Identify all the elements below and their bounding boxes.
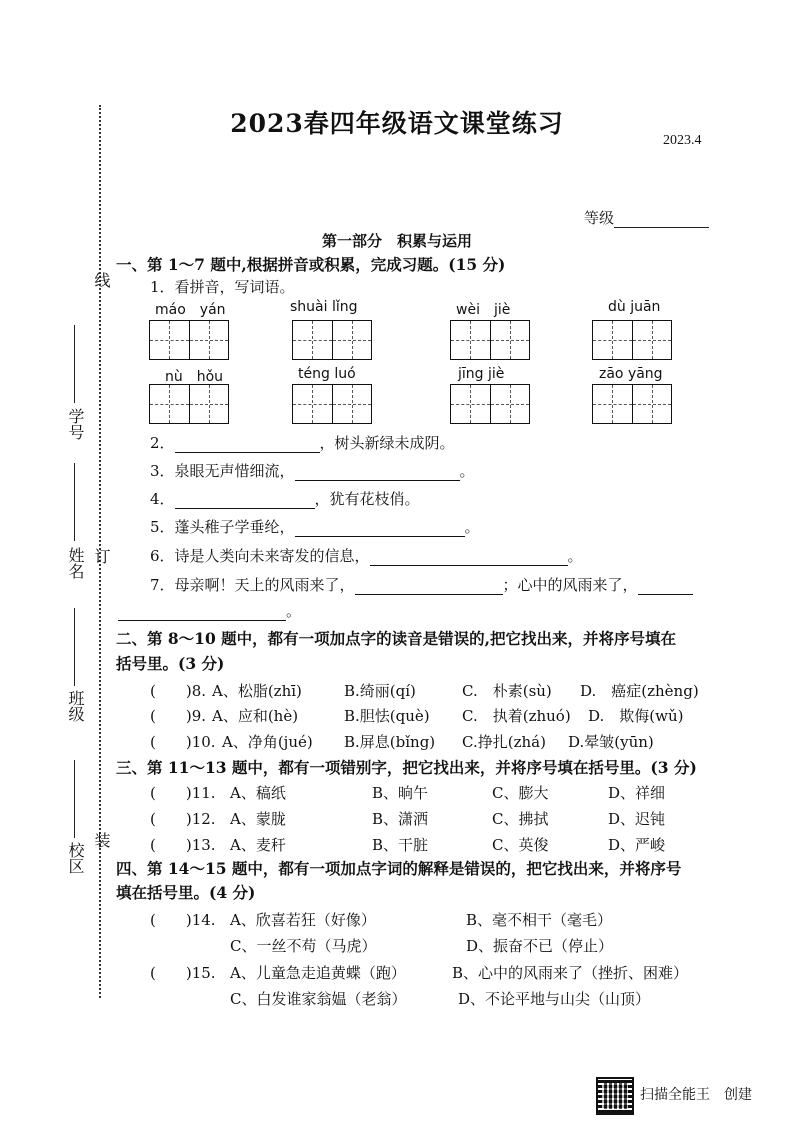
q5-end: 。 (464, 518, 480, 536)
section4-heading: 四、第 14～15 题中，都有一项加点字词的解释是错误的，把它找出来，并将序号 (116, 859, 682, 878)
q14-option-d: D、振奋不已（停止） (466, 937, 614, 955)
q5 (150, 516, 480, 537)
q10-option-b: B.屏息(bǐng) (344, 733, 436, 751)
q10-option-c: C.挣扎(zhá) (462, 733, 546, 751)
q2-number: 2． (150, 434, 175, 452)
q6-blank[interactable] (370, 550, 568, 566)
pinyin: máo yán (155, 302, 226, 318)
name-label: 姓名 (66, 547, 85, 579)
writing-grid[interactable] (149, 384, 229, 424)
student-id-label: 学号 (66, 408, 85, 440)
q13-option-c: C、英俊 (492, 836, 549, 854)
q5-text: 5．蓬头稚子学垂纶， (150, 518, 295, 536)
q14-option-c: C、一丝不苟（马虎） (230, 937, 377, 955)
q15-option-a: A、儿童急走追黄蝶（跑） (230, 964, 406, 982)
q2 (150, 432, 455, 453)
grid-cell[interactable] (633, 385, 672, 423)
q11-option-d: D、祥细 (608, 784, 666, 802)
q13-option-a: A、麦秆 (230, 836, 286, 854)
pinyin: zāo yāng (599, 366, 663, 382)
grid-cell[interactable] (293, 385, 333, 423)
q7-text: 7．母亲啊！天上的风雨来了， (150, 576, 355, 594)
grid-cell[interactable] (633, 321, 672, 359)
grid-cell[interactable] (491, 385, 530, 423)
grid-cell[interactable] (150, 321, 190, 359)
q9-option-b: B.胆怯(què) (344, 707, 430, 725)
scanner-watermark: 扫描全能王 创建 (640, 1087, 752, 1103)
grid-cell[interactable] (491, 321, 530, 359)
q5-blank[interactable] (295, 521, 465, 537)
grid-cell[interactable] (190, 385, 229, 423)
writing-grid[interactable] (592, 320, 672, 360)
q11-option-c: C、膨大 (492, 784, 549, 802)
q13-option-d: D、严峻 (608, 836, 666, 854)
exam-date: 2023.4 (663, 133, 702, 148)
q9-paren[interactable]: ( )9. (150, 707, 207, 725)
q11-paren[interactable]: ( )11. (150, 784, 216, 802)
grade-field[interactable] (584, 207, 709, 228)
q2-blank[interactable] (175, 437, 320, 453)
q15-option-c: C、白发谁家翁媪（老翁） (230, 990, 407, 1008)
school-label: 校区 (66, 842, 85, 874)
grade-blank[interactable] (614, 213, 709, 228)
grade-label: 等级 (584, 209, 615, 227)
grid-cell[interactable] (451, 321, 491, 359)
q12-option-b: B、潇洒 (372, 810, 429, 828)
section2-heading-cont: 括号里。(3 分) (116, 654, 225, 673)
grid-cell[interactable] (593, 321, 633, 359)
q7-blank-2[interactable] (638, 579, 693, 595)
q15-paren[interactable]: ( )15. (150, 964, 216, 982)
q4-number: 4． (150, 490, 175, 508)
q8-option-d: D. 癌症(zhèng) (580, 682, 699, 700)
section3-heading: 三、第 11～13 题中，都有一项错别字，把它找出来，并将序号填在括号里。(3 分) (116, 758, 697, 777)
q14-option-b: B、毫不相干（毫毛） (466, 911, 613, 929)
q12-option-d: D、迟钝 (608, 810, 666, 828)
qr-code-icon (596, 1077, 634, 1115)
pinyin: shuài lǐng (290, 299, 358, 315)
q8-paren[interactable]: ( )8. (150, 682, 207, 700)
grid-cell[interactable] (451, 385, 491, 423)
writing-grid[interactable] (292, 320, 372, 360)
q6 (150, 545, 583, 566)
writing-grid[interactable] (592, 384, 672, 424)
margin-seal-char: 装 (92, 832, 111, 848)
q10-paren[interactable]: ( )10. (150, 733, 216, 751)
q12-option-c: C、拂拭 (492, 810, 549, 828)
grid-cell[interactable] (333, 385, 372, 423)
q9-option-d: D. 欺侮(wǔ) (588, 707, 684, 725)
q7-cont (118, 600, 301, 621)
grid-cell[interactable] (293, 321, 333, 359)
q7-end: 。 (286, 602, 302, 620)
section4-heading-cont: 填在括号里。(4 分) (116, 883, 256, 902)
q7 (150, 574, 693, 595)
q12-option-a: A、蒙胧 (230, 810, 286, 828)
margin-line-char: 线 (92, 272, 111, 288)
q7-blank-3[interactable] (118, 605, 286, 621)
page-title: 2023春四年级语文课堂练习 (230, 109, 564, 138)
pinyin: nù hǒu (165, 369, 224, 385)
q10-option-a: A、净角(jué) (222, 733, 313, 751)
q8-option-c: C. 朴素(sù) (462, 682, 552, 700)
writing-grid[interactable] (450, 320, 530, 360)
pinyin: wèi jiè (456, 302, 511, 318)
grid-cell[interactable] (150, 385, 190, 423)
q6-text: 6．诗是人类向未来寄发的信息， (150, 547, 370, 565)
q13-paren[interactable]: ( )13. (150, 836, 216, 854)
q11-option-b: B、晌午 (372, 784, 429, 802)
q4 (150, 488, 420, 509)
q7-blank-1[interactable] (355, 579, 503, 595)
q14-option-a: A、欣喜若狂（好像） (230, 911, 376, 929)
section2-heading: 二、第 8～10 题中，都有一项加点字的读音是错误的,把它找出来，并将序号填在 (116, 629, 677, 648)
part-heading: 第一部分 积累与运用 (321, 232, 472, 250)
q9-option-c: C. 执着(zhuó) (462, 707, 571, 725)
q3-blank[interactable] (295, 465, 460, 481)
q14-paren[interactable]: ( )14. (150, 911, 216, 929)
margin-bind-char: 订 (92, 548, 111, 564)
q6-end: 。 (567, 547, 583, 565)
q13-option-b: B、干脏 (372, 836, 429, 854)
q3-text: 3．泉眼无声惜细流， (150, 462, 295, 480)
grid-cell[interactable] (593, 385, 633, 423)
name-blank[interactable] (74, 463, 75, 541)
q8-option-a: A、松脂(zhī) (212, 682, 302, 700)
q10-option-d: D.晕皱(yūn) (568, 733, 654, 751)
school-blank[interactable] (74, 760, 75, 838)
q1-prompt: 1．看拼音，写词语。 (150, 278, 295, 296)
q8-option-b: B.绮丽(qí) (344, 682, 416, 700)
grid-cell[interactable] (333, 321, 372, 359)
q2-text: ，树头新绿未成阴。 (319, 434, 455, 452)
section1-heading: 一、第 1～7 题中,根据拼音或积累，完成习题。(15 分) (116, 255, 506, 274)
writing-grid[interactable] (149, 320, 229, 360)
q15-option-b: B、心中的风雨来了（挫折、困难） (452, 964, 689, 982)
class-label: 班级 (66, 690, 85, 722)
q9-option-a: A、应和(hè) (212, 707, 299, 725)
q3 (150, 460, 475, 481)
class-blank[interactable] (74, 608, 75, 686)
grid-cell[interactable] (190, 321, 229, 359)
q12-paren[interactable]: ( )12. (150, 810, 216, 828)
q3-end: 。 (459, 462, 475, 480)
writing-grid[interactable] (292, 384, 372, 424)
pinyin: dù juān (608, 299, 661, 315)
pinyin: téng luó (298, 366, 356, 382)
pinyin: jīng jiè (458, 366, 505, 382)
q15-option-d: D、不论平地与山尖（山顶） (458, 990, 651, 1008)
q4-text: ，犹有花枝俏。 (314, 490, 420, 508)
q11-option-a: A、稿纸 (230, 784, 286, 802)
q4-blank[interactable] (175, 493, 315, 509)
student-id-blank[interactable] (74, 325, 75, 403)
writing-grid[interactable] (450, 384, 530, 424)
q7-mid: ；心中的风雨来了， (502, 576, 638, 594)
